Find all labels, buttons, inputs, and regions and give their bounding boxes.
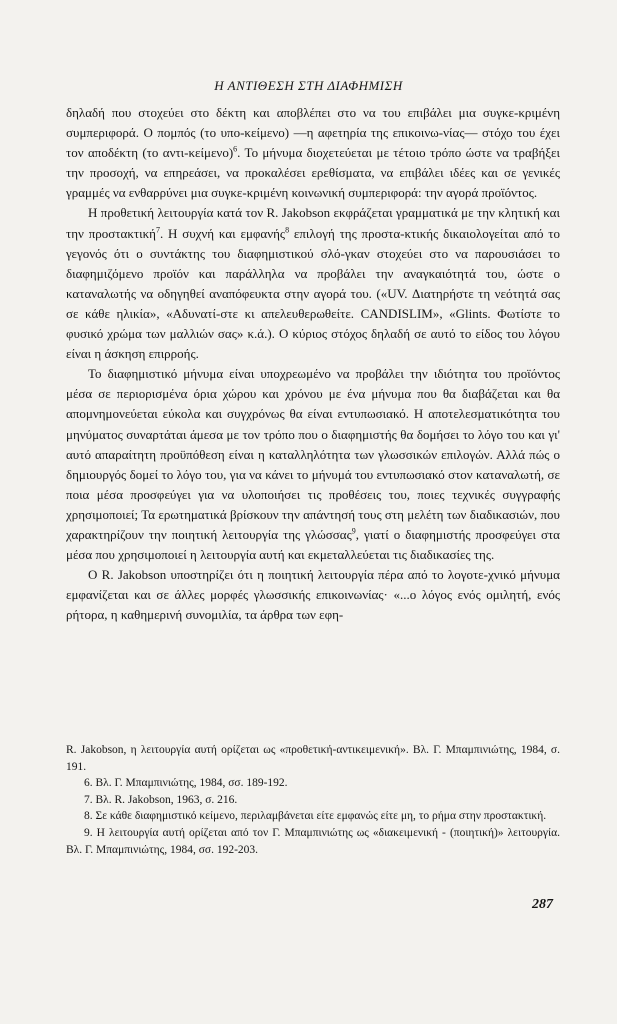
footnote-7: 7. Βλ. R. Jakobson, 1963, σ. 216. <box>84 793 238 806</box>
footnotes <box>66 742 560 858</box>
paragraph-2-text: Η προθετική λειτουργία κατά τον R. Jakobson εκφράζεται γραμματικά με την κλητική και την προστακτική <box>66 205 560 241</box>
footnote-8: 8. Σε κάθε διαφημιστικό κείμενο, περιλαμβάνεται είτε εμφανώς είτε μη, το ρήμα στην προστακτική. <box>84 810 547 823</box>
paragraph-1 <box>66 103 560 203</box>
footnote-ref-7[interactable]: 7 <box>155 225 160 235</box>
paragraph-3 <box>66 364 560 565</box>
paragraph-4: Ο R. Jakobson υποστηρίζει ότι η ποιητική λειτουργία πέρα από το λογοτε-χνικό μήνυμα εμφανίζεται και σε άλλες μορφές γλωσσικής επικοινωνίας· «...ο λόγος ενός ομιλητή, ενός ρήτορα, η καθημερινή συνομιλία, τα άρθρα των εφη- <box>66 567 560 623</box>
footnote-9: 9. Η λειτουργία αυτή ορίζεται από τον Γ. Μπαμπινιώτης ως «διακειμενική - (ποιητική)» λειτουργία. Βλ. Γ. Μπαμπινιώτης, 1984, σσ. 192-203. <box>66 826 560 856</box>
running-head-title: Η ΑΝΤΙΘΕΣΗ ΣΤΗ ΔΙΑΦΗΜΙΣΗ <box>214 78 403 93</box>
paragraph-1-text: δηλαδή που στοχεύει στο δέκτη και αποβλέπει στο να του επιβάλει μια συγκε-κριμένη συμπεριφορά. Ο πομπός (το υπο-κείμενο) —η αφετηρία της επικοινω-νίας— στόχο του έχει τον αποδέκτη (το αντι-κείμενο) <box>66 105 560 161</box>
footnote-ref-8[interactable]: 8 <box>285 225 290 235</box>
paragraph-3-text: Το διαφημιστικό μήνυμα είναι υποχρεωμένο να προβάλει την ιδιότητα του προϊόντος μέσα σε περιορισμένα όρια χώρου και χρόνου με ένα μήνυμα που θα διαβάζεται και θα απομνημονεύεται εύκολα και συγχρόνως θα είναι εντυπωσιακό. Η αποτελεσματικότητα του μηνύματος συναρτάται άμεσα με τον τρόπο που ο διαφημιστής θα δομήσει το λόγο του και γι' αυτό απαραίτητη προϋπόθεση είναι η καταλληλότητα των γλωσσικών επιλογών. Αλλά πώς ο δημιουργός δομεί το λόγο του, για να κάνει το μήνυμά του εντυπωσιακό στον καταναλωτή, σε ποια μέσα προσφεύγει για να υλοποιήσει τις προθέσεις του, ποιες τεχνικές συγγραφής χρησιμοποιεί; Τα ερωτηματικά βρίσκουν την απάντησή τους στη μελέτη των διαδικασιών, που χαρακτηρίζουν την ποιητική λειτουργία της γλώσσας <box>66 366 560 542</box>
footnote-6: 6. Βλ. Γ. Μπαμπινιώτης, 1984, σσ. 189-192. <box>84 777 288 790</box>
paragraph-2-text-end: επιλογή της προστα-κτικής δικαιολογείται από το γεγονός ότι ο συντάκτης του διαφημιστικού σλό-γκαν στοχεύει στο να παρουσιάσει το διαφημιζόμενο προϊόν και παράλληλα να προβάλει την αναγκαιότητά του, ώστε ο καταναλωτής να οδηγηθεί αναπόφευκτα στην αγορά του. («UV. Διατηρήστε τη νεότητά σας σε κάθε ηλικία», «Αδυνατί-στε κι απελευθερωθείτε. CANDISLIM», «Glints. Φωτίστε το φυσικό χρώμα των μαλλιών σας» κ.ά.). Ο κύριος στόχος δηλαδή σε αυτό το είδος του λόγου είναι η άσκηση επιρροής. <box>66 225 560 362</box>
page-number: 287 <box>532 897 553 912</box>
paragraph-2 <box>66 203 560 364</box>
paragraph-1-text-end: . Το μήνυμα διοχετεύεται με τέτοιο τρόπο ώστε να τραβήξει την προσοχή, να επηρεάσει, να προκαλέσει ερεθίσματα, να επιβάλει ιδέες και σε γενικές γραμμές να ενθαρρύνει μια συγκε-κριμένη κοινωνική συμπεριφορά: την αγορά προϊόντος. <box>66 145 560 201</box>
paragraph-2-text-mid: . Η συχνή και εμφανής <box>159 225 286 241</box>
footnote-ref-6[interactable]: 6 <box>233 144 238 154</box>
footnote-ref-9[interactable]: 9 <box>351 526 356 536</box>
footnote-5-continued: R. Jakobson, η λειτουργία αυτή ορίζεται ως «προθετική-αντικειμενική». Βλ. Γ. Μπαμπινιώτης, 1984, σ. 191. <box>66 744 560 773</box>
paragraph-3-text-end: , γιατί ο διαφημιστής προσφεύγει στα μέσα που χρησιμοποιεί η λειτουργία αυτή και εκμεταλλεύεται τις διαδικασίες της. <box>66 526 560 563</box>
main-text <box>66 103 560 625</box>
